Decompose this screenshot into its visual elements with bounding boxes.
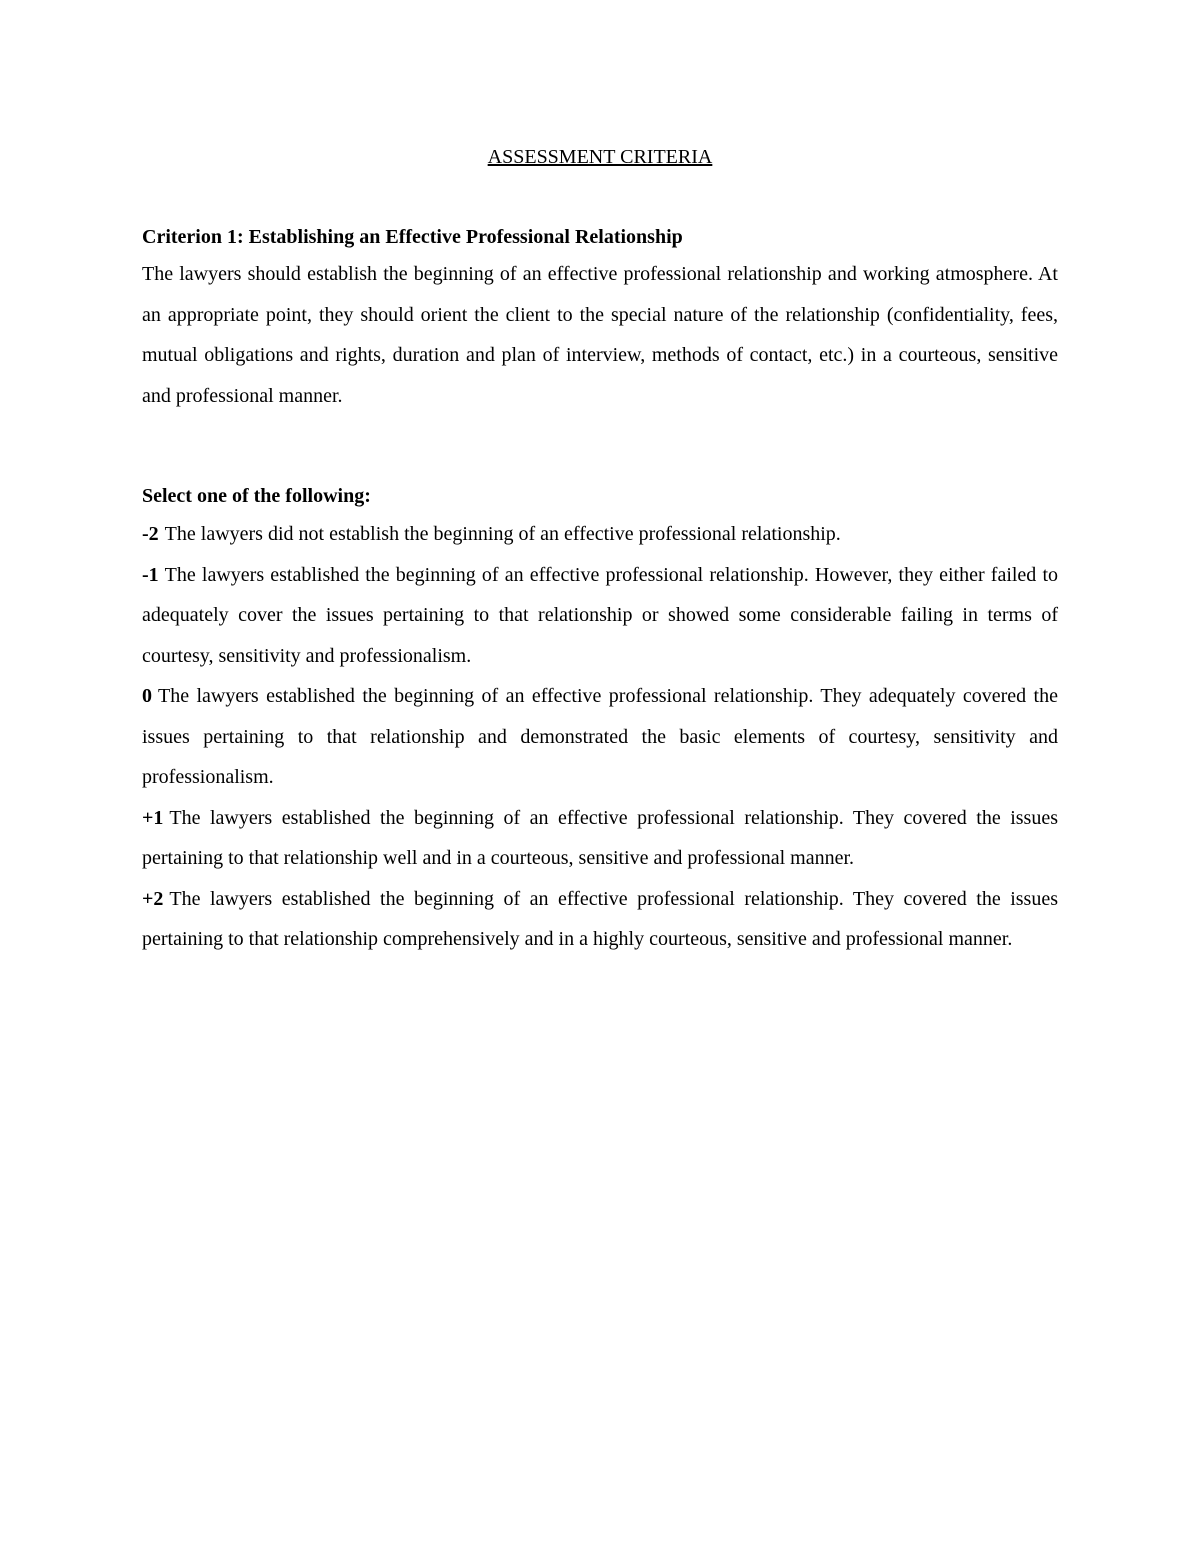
- criterion-heading: Criterion 1: Establishing an Effective Professional Relationship: [142, 226, 683, 248]
- criterion-description: The lawyers should establish the beginning of an effective professional relationship and working atmosphere. At an appropriate point, they should orient the client to the special nature of the relationship (confidentiality, fees, mutual obligations and rights, duration and plan of interview, methods of contact, etc.) in a courteous, sensitive and professional manner.: [142, 263, 1058, 407]
- option-text: The lawyers established the beginning of an effective professional relationship. However, they either failed to adequately cover the issues pertaining to that relationship or showed some considerable failing in terms of courtesy, sensitivity and professionalism.: [142, 563, 1058, 667]
- option-score: +2: [142, 887, 164, 910]
- selection-heading: Select one of the following:: [142, 485, 371, 507]
- option-score: -1: [142, 563, 159, 586]
- option-zero: [142, 676, 1058, 798]
- option-minus-2: [142, 514, 1058, 555]
- option-score: +1: [142, 806, 164, 829]
- option-minus-1: [142, 555, 1058, 677]
- option-text: The lawyers established the beginning of an effective professional relationship. They covered the issues pertaining to that relationship well and in a courteous, sensitive and professional manner.: [142, 806, 1058, 869]
- option-plus-1: [142, 798, 1058, 879]
- document-page: [142, 140, 1058, 960]
- option-plus-2: [142, 879, 1058, 960]
- option-score: -2: [142, 523, 159, 545]
- option-text: The lawyers established the beginning of an effective professional relationship. They adequately covered the issues pertaining to that relationship and demonstrated the basic elements of courtesy, sensitivity and professionalism.: [142, 685, 1058, 788]
- document-title: ASSESSMENT CRITERIA: [487, 146, 713, 168]
- option-score: 0: [142, 685, 152, 707]
- option-text: The lawyers did not establish the beginning of an effective professional relationship.: [164, 523, 841, 545]
- option-text: The lawyers established the beginning of an effective professional relationship. They covered the issues pertaining to that relationship comprehensively and in a highly courteous, sensitive and professional manner.: [142, 887, 1058, 950]
